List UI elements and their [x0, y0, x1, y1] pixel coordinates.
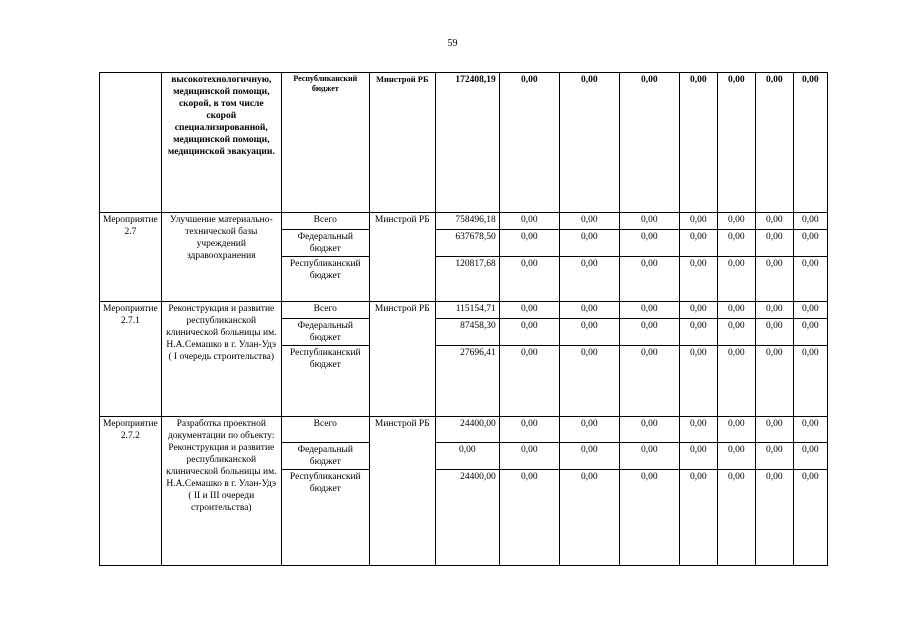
value-cell: 0,00 — [619, 319, 679, 346]
value-cell: 0,00 — [499, 443, 559, 470]
value-cell: 0,00 — [619, 73, 679, 213]
funding-source: Федеральный бюджет — [281, 443, 369, 470]
value-cell: 758496,18 — [435, 213, 499, 230]
value-cell: 0,00 — [793, 319, 827, 346]
table-row — [100, 302, 828, 319]
measure-code — [100, 73, 162, 213]
value-cell: 0,00 — [717, 346, 755, 417]
value-cell: 0,00 — [755, 230, 793, 257]
value-cell: 0,00 — [755, 257, 793, 302]
value-cell: 172408,19 — [435, 73, 499, 213]
table-row — [100, 213, 828, 230]
value-cell: 0,00 — [717, 230, 755, 257]
value-cell: 0,00 — [793, 257, 827, 302]
value-cell: 0,00 — [499, 230, 559, 257]
value-cell: 0,00 — [679, 417, 717, 443]
value-cell: 0,00 — [793, 470, 827, 566]
value-cell: 0,00 — [559, 346, 619, 417]
table-row — [100, 417, 828, 443]
value-cell: 0,00 — [793, 302, 827, 319]
value-cell: 0,00 — [793, 213, 827, 230]
executor: Минстрой РБ — [369, 213, 435, 302]
value-cell: 0,00 — [679, 470, 717, 566]
measure-code: Мероприятие 2.7.1 — [100, 302, 162, 417]
value-cell: 0,00 — [717, 302, 755, 319]
value-cell: 24400,00 — [435, 470, 499, 566]
value-cell: 0,00 — [499, 417, 559, 443]
measure-name: Разработка проектной документации по объекту: Реконструкция и развитие республиканской клинической больницы им. Н.А.Семашко в г. Улан-Удэ ( II и III очереди строительства) — [161, 417, 281, 566]
value-cell: 0,00 — [619, 213, 679, 230]
value-cell: 0,00 — [559, 230, 619, 257]
budget-table — [99, 72, 828, 566]
value-cell: 0,00 — [679, 213, 717, 230]
measure-name: Улучшение материально-технической базы учреждений здравоохранения — [161, 213, 281, 302]
value-cell: 0,00 — [717, 417, 755, 443]
value-cell: 0,00 — [559, 257, 619, 302]
funding-source: Всего — [281, 417, 369, 443]
measure-name: Реконструкция и развитие республиканской клинической больницы им. Н.А.Семашко в г. Улан-Удэ ( I очередь строительства) — [161, 302, 281, 417]
value-cell: 0,00 — [619, 417, 679, 443]
funding-source: Республиканский бюджет — [281, 346, 369, 417]
funding-source: Республиканский бюджет — [281, 73, 369, 213]
value-cell: 0,00 — [755, 470, 793, 566]
value-cell: 0,00 — [717, 443, 755, 470]
value-cell: 0,00 — [559, 443, 619, 470]
value-cell: 0,00 — [679, 257, 717, 302]
value-cell: 0,00 — [717, 257, 755, 302]
value-cell: 0,00 — [679, 443, 717, 470]
executor: Минстрой РБ — [369, 417, 435, 566]
value-cell: 0,00 — [717, 213, 755, 230]
funding-source: Республиканский бюджет — [281, 470, 369, 566]
funding-source: Республиканский бюджет — [281, 257, 369, 302]
value-cell: 0,00 — [619, 443, 679, 470]
funding-source: Всего — [281, 213, 369, 230]
funding-source: Федеральный бюджет — [281, 230, 369, 257]
value-cell: 0,00 — [717, 73, 755, 213]
value-cell: 0,00 — [717, 470, 755, 566]
value-cell: 0,00 — [755, 319, 793, 346]
value-cell: 0,00 — [717, 319, 755, 346]
funding-source: Всего — [281, 302, 369, 319]
executor: Минстрой РБ — [369, 302, 435, 417]
measure-code: Мероприятие 2.7.2 — [100, 417, 162, 566]
value-cell: 0,00 — [499, 470, 559, 566]
value-cell: 0,00 — [755, 73, 793, 213]
value-cell: 120817,68 — [435, 257, 499, 302]
value-cell: 0,00 — [619, 346, 679, 417]
value-cell: 0,00 — [793, 417, 827, 443]
measure-code: Мероприятие 2.7 — [100, 213, 162, 302]
table-row — [100, 73, 828, 213]
value-cell: 0,00 — [499, 319, 559, 346]
value-cell: 115154,71 — [435, 302, 499, 319]
value-cell: 0,00 — [499, 346, 559, 417]
value-cell: 0,00 — [755, 346, 793, 417]
value-cell: 24400,00 — [435, 417, 499, 443]
value-cell: 0,00 — [619, 470, 679, 566]
page-number: 59 — [447, 38, 458, 49]
value-cell: 0,00 — [619, 302, 679, 319]
value-cell: 0,00 — [679, 302, 717, 319]
value-cell: 0,00 — [755, 417, 793, 443]
value-cell: 87458,30 — [435, 319, 499, 346]
value-cell: 0,00 — [499, 213, 559, 230]
value-cell: 0,00 — [755, 443, 793, 470]
value-cell: 0,00 — [793, 443, 827, 470]
value-cell: 0,00 — [793, 73, 827, 213]
value-cell: 0,00 — [499, 73, 559, 213]
value-cell: 0,00 — [559, 213, 619, 230]
value-cell: 0,00 — [679, 73, 717, 213]
value-cell: 0,00 — [619, 230, 679, 257]
value-cell: 0,00 — [755, 302, 793, 319]
value-cell: 0,00 — [559, 302, 619, 319]
value-cell: 0,00 — [679, 230, 717, 257]
value-cell: 0,00 — [499, 302, 559, 319]
value-cell: 0,00 — [793, 230, 827, 257]
value-cell: 0,00 — [435, 443, 499, 470]
value-cell: 0,00 — [559, 470, 619, 566]
value-cell: 0,00 — [559, 73, 619, 213]
value-cell: 0,00 — [793, 346, 827, 417]
value-cell: 0,00 — [499, 257, 559, 302]
value-cell: 0,00 — [619, 257, 679, 302]
value-cell: 0,00 — [679, 346, 717, 417]
measure-name: высокотехнологичную, медицинской помощи, скорой, в том числе скорой специализированной, медицинской помощи, медицинской эвакуации. — [161, 73, 281, 213]
value-cell: 27696,41 — [435, 346, 499, 417]
executor: Минстрой РБ — [369, 73, 435, 213]
value-cell: 637678,50 — [435, 230, 499, 257]
funding-source: Федеральный бюджет — [281, 319, 369, 346]
value-cell: 0,00 — [755, 213, 793, 230]
value-cell: 0,00 — [559, 417, 619, 443]
value-cell: 0,00 — [679, 319, 717, 346]
value-cell: 0,00 — [559, 319, 619, 346]
